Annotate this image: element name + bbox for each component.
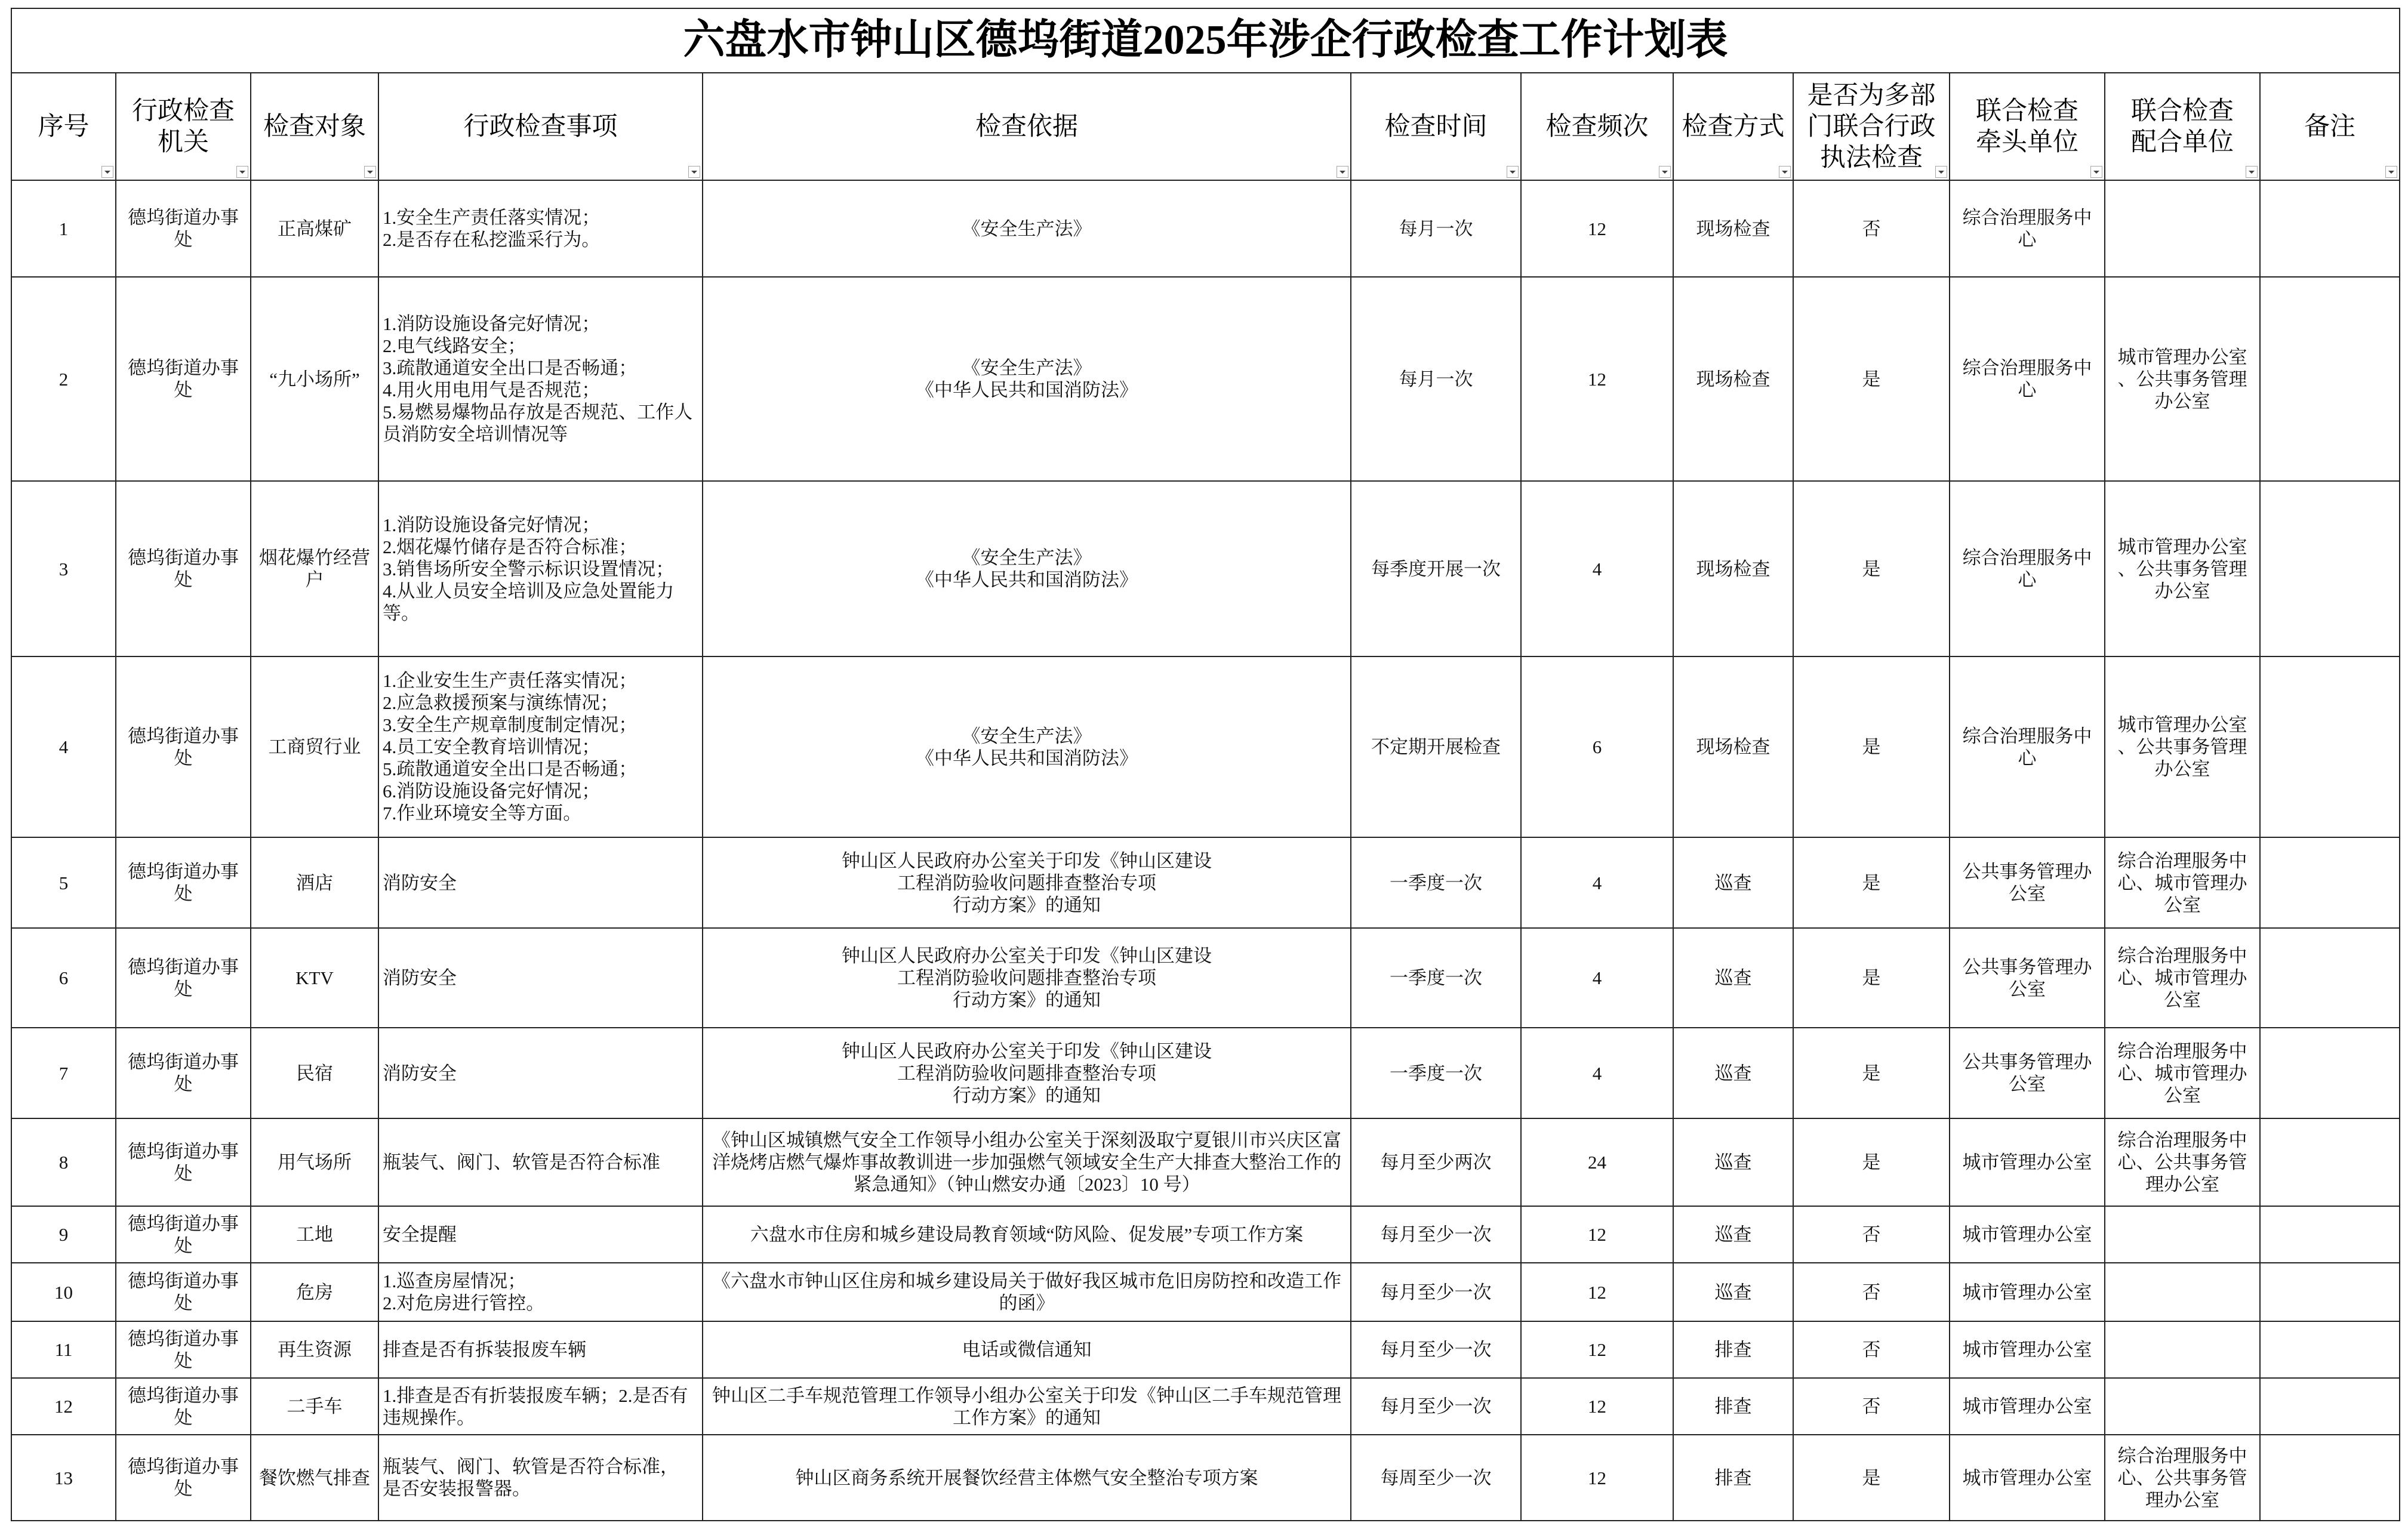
cell-method: 巡查 bbox=[1673, 1028, 1793, 1118]
cell-method: 巡查 bbox=[1673, 928, 1793, 1028]
cell-items: 1.消防设施设备完好情况； 2.烟花爆竹储存是否符合标准； 3.销售场所安全警示标识设置情况； 4.从业人员安全培训及应急处置能力等。 bbox=[378, 481, 703, 656]
title-row bbox=[11, 8, 2400, 73]
cell-seq: 3 bbox=[11, 481, 116, 656]
cell-support bbox=[2105, 1206, 2260, 1263]
page-title: 六盘水市钟山区德坞街道2025年涉企行政检查工作计划表 bbox=[11, 8, 2400, 73]
header-lead-label: 联合检查牵头单位 bbox=[1975, 97, 2078, 156]
cell-joint: 否 bbox=[1793, 1206, 1950, 1263]
cell-method: 排查 bbox=[1673, 1435, 1793, 1521]
cell-basis: 钟山区人民政府办公室关于印发《钟山区建设 工程消防验收问题排查整治专项 行动方案》的通知 bbox=[703, 1028, 1351, 1118]
filter-dropdown-icon bbox=[1510, 171, 1516, 174]
table-row bbox=[11, 277, 2400, 481]
cell-target: 用气场所 bbox=[251, 1118, 378, 1206]
cell-lead: 综合治理服务中心 bbox=[1950, 656, 2105, 837]
filter-dropdown-button[interactable] bbox=[101, 166, 113, 178]
cell-time: 每月至少两次 bbox=[1351, 1118, 1521, 1206]
header-basis-label: 检查依据 bbox=[975, 112, 1078, 141]
cell-frequency: 12 bbox=[1521, 277, 1673, 481]
cell-method: 排查 bbox=[1673, 1378, 1793, 1435]
cell-frequency: 6 bbox=[1521, 656, 1673, 837]
cell-remarks bbox=[2260, 277, 2400, 481]
cell-items: 排查是否有拆装报废车辆 bbox=[378, 1321, 703, 1378]
cell-agency: 德坞街道办事处 bbox=[116, 656, 251, 837]
table-row bbox=[11, 1028, 2400, 1118]
header-row bbox=[11, 73, 2400, 180]
cell-seq: 11 bbox=[11, 1321, 116, 1378]
cell-basis: 《安全生产法》 《中华人民共和国消防法》 bbox=[703, 656, 1351, 837]
filter-dropdown-button[interactable] bbox=[2090, 166, 2102, 178]
cell-seq: 9 bbox=[11, 1206, 116, 1263]
cell-joint: 是 bbox=[1793, 928, 1950, 1028]
cell-basis: 钟山区人民政府办公室关于印发《钟山区建设 工程消防验收问题排查整治专项 行动方案》的通知 bbox=[703, 928, 1351, 1028]
header-seq bbox=[11, 73, 116, 180]
cell-items: 1.排查是否有折装报废车辆；2.是否有违规操作。 bbox=[378, 1378, 703, 1435]
cell-items: 瓶装气、阀门、软管是否符合标准，是否安装报警器。 bbox=[378, 1435, 703, 1521]
table-row bbox=[11, 837, 2400, 928]
filter-dropdown-icon bbox=[2093, 171, 2099, 174]
filter-dropdown-button[interactable] bbox=[2385, 166, 2397, 178]
filter-dropdown-button[interactable] bbox=[364, 166, 376, 178]
cell-time: 一季度一次 bbox=[1351, 837, 1521, 928]
filter-dropdown-button[interactable] bbox=[1337, 166, 1348, 178]
filter-dropdown-icon bbox=[1340, 171, 1345, 174]
cell-target: 餐饮燃气排查 bbox=[251, 1435, 378, 1521]
cell-support: 城市管理办公室、公共事务管理办公室 bbox=[2105, 656, 2260, 837]
cell-method: 巡查 bbox=[1673, 1206, 1793, 1263]
filter-dropdown-icon bbox=[239, 171, 245, 174]
cell-agency: 德坞街道办事处 bbox=[116, 1118, 251, 1206]
cell-remarks bbox=[2260, 837, 2400, 928]
cell-method: 现场检查 bbox=[1673, 656, 1793, 837]
cell-agency: 德坞街道办事处 bbox=[116, 1378, 251, 1435]
cell-support: 综合治理服务中心、城市管理办公室 bbox=[2105, 837, 2260, 928]
cell-support: 综合治理服务中心、公共事务管理办公室 bbox=[2105, 1435, 2260, 1521]
cell-agency: 德坞街道办事处 bbox=[116, 837, 251, 928]
cell-items: 消防安全 bbox=[378, 1028, 703, 1118]
cell-remarks bbox=[2260, 928, 2400, 1028]
filter-dropdown-icon bbox=[691, 171, 697, 174]
cell-time: 每季度开展一次 bbox=[1351, 481, 1521, 656]
cell-agency: 德坞街道办事处 bbox=[116, 1263, 251, 1321]
cell-method: 排查 bbox=[1673, 1321, 1793, 1378]
cell-frequency: 24 bbox=[1521, 1118, 1673, 1206]
table-row bbox=[11, 656, 2400, 837]
header-basis bbox=[703, 73, 1351, 180]
cell-basis: 六盘水市住房和城乡建设局教育领域“防风险、促发展”专项工作方案 bbox=[703, 1206, 1351, 1263]
cell-lead: 公共事务管理办公室 bbox=[1950, 837, 2105, 928]
cell-basis: 电话或微信通知 bbox=[703, 1321, 1351, 1378]
cell-support: 综合治理服务中心、公共事务管理办公室 bbox=[2105, 1118, 2260, 1206]
cell-time: 每月一次 bbox=[1351, 277, 1521, 481]
cell-basis: 《安全生产法》 《中华人民共和国消防法》 bbox=[703, 277, 1351, 481]
cell-frequency: 12 bbox=[1521, 1206, 1673, 1263]
cell-items: 安全提醒 bbox=[378, 1206, 703, 1263]
cell-basis: 《钟山区城镇燃气安全工作领导小组办公室关于深刻汲取宁夏银川市兴庆区富洋烧烤店燃气爆炸事故教训进一步加强燃气领域安全生产大排查大整治工作的紧急通知》（钟山燃安办通〔2023〕10 号） bbox=[703, 1118, 1351, 1206]
cell-target: 烟花爆竹经营户 bbox=[251, 481, 378, 656]
cell-target: 工商贸行业 bbox=[251, 656, 378, 837]
cell-agency: 德坞街道办事处 bbox=[116, 180, 251, 277]
cell-target: KTV bbox=[251, 928, 378, 1028]
cell-joint: 是 bbox=[1793, 1028, 1950, 1118]
cell-target: 正高煤矿 bbox=[251, 180, 378, 277]
header-remarks-label: 备注 bbox=[2304, 112, 2355, 141]
cell-agency: 德坞街道办事处 bbox=[116, 928, 251, 1028]
cell-lead: 城市管理办公室 bbox=[1950, 1263, 2105, 1321]
cell-seq: 12 bbox=[11, 1378, 116, 1435]
inspection-plan-table bbox=[11, 8, 2400, 1521]
table-row bbox=[11, 1435, 2400, 1521]
cell-target: 酒店 bbox=[251, 837, 378, 928]
cell-support: 综合治理服务中心、城市管理办公室 bbox=[2105, 928, 2260, 1028]
header-target bbox=[251, 73, 378, 180]
cell-remarks bbox=[2260, 1028, 2400, 1118]
header-method bbox=[1673, 73, 1793, 180]
cell-seq: 8 bbox=[11, 1118, 116, 1206]
cell-joint: 否 bbox=[1793, 180, 1950, 277]
cell-basis: 《安全生产法》 bbox=[703, 180, 1351, 277]
filter-dropdown-button[interactable] bbox=[688, 166, 700, 178]
cell-time: 不定期开展检查 bbox=[1351, 656, 1521, 837]
cell-lead: 综合治理服务中心 bbox=[1950, 180, 2105, 277]
cell-target: “九小场所” bbox=[251, 277, 378, 481]
cell-items: 1.安全生产责任落实情况； 2.是否存在私挖滥采行为。 bbox=[378, 180, 703, 277]
cell-seq: 5 bbox=[11, 837, 116, 928]
cell-method: 现场检查 bbox=[1673, 481, 1793, 656]
cell-method: 现场检查 bbox=[1673, 180, 1793, 277]
cell-time: 一季度一次 bbox=[1351, 928, 1521, 1028]
filter-dropdown-icon bbox=[367, 171, 373, 174]
cell-agency: 德坞街道办事处 bbox=[116, 1028, 251, 1118]
cell-method: 巡查 bbox=[1673, 837, 1793, 928]
cell-basis: 钟山区二手车规范管理工作领导小组办公室关于印发《钟山区二手车规范管理工作方案》的通知 bbox=[703, 1378, 1351, 1435]
header-method-label: 检查方式 bbox=[1682, 112, 1785, 141]
cell-remarks bbox=[2260, 1118, 2400, 1206]
cell-lead: 城市管理办公室 bbox=[1950, 1378, 2105, 1435]
table-row bbox=[11, 1321, 2400, 1378]
cell-frequency: 4 bbox=[1521, 481, 1673, 656]
cell-method: 巡查 bbox=[1673, 1118, 1793, 1206]
cell-items: 1.消防设施设备完好情况； 2.电气线路安全； 3.疏散通道安全出口是否畅通； 4.用火用电用气是否规范； 5.易燃易爆物品存放是否规范、工作人员消防安全培训情况等 bbox=[378, 277, 703, 481]
cell-lead: 综合治理服务中心 bbox=[1950, 277, 2105, 481]
cell-method: 现场检查 bbox=[1673, 277, 1793, 481]
cell-agency: 德坞街道办事处 bbox=[116, 1435, 251, 1521]
header-frequency bbox=[1521, 73, 1673, 180]
cell-seq: 7 bbox=[11, 1028, 116, 1118]
cell-basis: 钟山区商务系统开展餐饮经营主体燃气安全整治专项方案 bbox=[703, 1435, 1351, 1521]
cell-remarks bbox=[2260, 481, 2400, 656]
table-row bbox=[11, 481, 2400, 656]
filter-dropdown-icon bbox=[2388, 171, 2394, 174]
header-joint-label: 是否为多部门联合行政执法检查 bbox=[1807, 81, 1936, 172]
cell-joint: 是 bbox=[1793, 1118, 1950, 1206]
cell-target: 工地 bbox=[251, 1206, 378, 1263]
cell-frequency: 12 bbox=[1521, 1435, 1673, 1521]
header-remarks bbox=[2260, 73, 2400, 180]
cell-joint: 否 bbox=[1793, 1321, 1950, 1378]
cell-lead: 城市管理办公室 bbox=[1950, 1321, 2105, 1378]
cell-basis: 钟山区人民政府办公室关于印发《钟山区建设 工程消防验收问题排查整治专项 行动方案》的通知 bbox=[703, 837, 1351, 928]
header-support-label: 联合检查配合单位 bbox=[2130, 97, 2234, 156]
cell-frequency: 12 bbox=[1521, 1378, 1673, 1435]
cell-joint: 是 bbox=[1793, 837, 1950, 928]
cell-time: 每月至少一次 bbox=[1351, 1263, 1521, 1321]
table-body bbox=[11, 8, 2400, 1521]
cell-items: 消防安全 bbox=[378, 928, 703, 1028]
header-joint bbox=[1793, 73, 1950, 180]
cell-seq: 4 bbox=[11, 656, 116, 837]
cell-seq: 2 bbox=[11, 277, 116, 481]
header-items bbox=[378, 73, 703, 180]
cell-remarks bbox=[2260, 656, 2400, 837]
filter-dropdown-button[interactable] bbox=[1935, 166, 1947, 178]
table-row bbox=[11, 1263, 2400, 1321]
cell-agency: 德坞街道办事处 bbox=[116, 277, 251, 481]
cell-frequency: 12 bbox=[1521, 1263, 1673, 1321]
cell-agency: 德坞街道办事处 bbox=[116, 481, 251, 656]
cell-time: 一季度一次 bbox=[1351, 1028, 1521, 1118]
cell-frequency: 4 bbox=[1521, 837, 1673, 928]
cell-seq: 6 bbox=[11, 928, 116, 1028]
cell-seq: 10 bbox=[11, 1263, 116, 1321]
cell-remarks bbox=[2260, 1263, 2400, 1321]
cell-lead: 城市管理办公室 bbox=[1950, 1435, 2105, 1521]
filter-dropdown-button[interactable] bbox=[2246, 166, 2258, 178]
cell-seq: 13 bbox=[11, 1435, 116, 1521]
cell-support bbox=[2105, 180, 2260, 277]
cell-items: 1.巡查房屋情况； 2.对危房进行管控。 bbox=[378, 1263, 703, 1321]
header-agency-label: 行政检查机关 bbox=[131, 97, 235, 156]
cell-support: 城市管理办公室、公共事务管理办公室 bbox=[2105, 481, 2260, 656]
header-time-label: 检查时间 bbox=[1384, 112, 1488, 141]
cell-joint: 是 bbox=[1793, 656, 1950, 837]
cell-target: 二手车 bbox=[251, 1378, 378, 1435]
filter-dropdown-icon bbox=[104, 171, 110, 174]
cell-frequency: 12 bbox=[1521, 1321, 1673, 1378]
cell-joint: 是 bbox=[1793, 277, 1950, 481]
cell-frequency: 12 bbox=[1521, 180, 1673, 277]
cell-items: 1.企业安生生产责任落实情况； 2.应急救援预案与演练情况； 3.安全生产规章制度制定情况； 4.员工安全教育培训情况； 5.疏散通道安全出口是否畅通； 6.消防设施设备完好情况； 7.作业环境安全等方面。 bbox=[378, 656, 703, 837]
cell-target: 民宿 bbox=[251, 1028, 378, 1118]
cell-items: 瓶装气、阀门、软管是否符合标准 bbox=[378, 1118, 703, 1206]
cell-lead: 综合治理服务中心 bbox=[1950, 481, 2105, 656]
cell-lead: 城市管理办公室 bbox=[1950, 1206, 2105, 1263]
cell-remarks bbox=[2260, 1378, 2400, 1435]
cell-joint: 是 bbox=[1793, 481, 1950, 656]
cell-support: 城市管理办公室、公共事务管理办公室 bbox=[2105, 277, 2260, 481]
cell-joint: 否 bbox=[1793, 1263, 1950, 1321]
header-agency bbox=[116, 73, 251, 180]
cell-remarks bbox=[2260, 180, 2400, 277]
cell-time: 每月至少一次 bbox=[1351, 1378, 1521, 1435]
filter-dropdown-icon bbox=[1782, 171, 1788, 174]
cell-basis: 《六盘水市钟山区住房和城乡建设局关于做好我区城市危旧房防控和改造工作的函》 bbox=[703, 1263, 1351, 1321]
filter-dropdown-icon bbox=[1938, 171, 1944, 174]
cell-support bbox=[2105, 1263, 2260, 1321]
cell-method: 巡查 bbox=[1673, 1263, 1793, 1321]
cell-target: 再生资源 bbox=[251, 1321, 378, 1378]
header-support bbox=[2105, 73, 2260, 180]
header-frequency-label: 检查频次 bbox=[1545, 112, 1649, 141]
cell-target: 危房 bbox=[251, 1263, 378, 1321]
cell-lead: 公共事务管理办公室 bbox=[1950, 1028, 2105, 1118]
cell-time: 每月至少一次 bbox=[1351, 1321, 1521, 1378]
cell-support: 综合治理服务中心、城市管理办公室 bbox=[2105, 1028, 2260, 1118]
cell-joint: 否 bbox=[1793, 1378, 1950, 1435]
header-items-label: 行政检查事项 bbox=[463, 112, 618, 141]
table-row bbox=[11, 1378, 2400, 1435]
filter-dropdown-button[interactable] bbox=[1507, 166, 1519, 178]
header-lead bbox=[1950, 73, 2105, 180]
cell-agency: 德坞街道办事处 bbox=[116, 1206, 251, 1263]
cell-lead: 公共事务管理办公室 bbox=[1950, 928, 2105, 1028]
cell-frequency: 4 bbox=[1521, 928, 1673, 1028]
cell-support bbox=[2105, 1321, 2260, 1378]
cell-support bbox=[2105, 1378, 2260, 1435]
table-row bbox=[11, 1118, 2400, 1206]
cell-remarks bbox=[2260, 1206, 2400, 1263]
cell-lead: 城市管理办公室 bbox=[1950, 1118, 2105, 1206]
filter-dropdown-button[interactable] bbox=[1779, 166, 1791, 178]
header-seq-label: 序号 bbox=[38, 112, 90, 141]
header-time bbox=[1351, 73, 1521, 180]
header-target-label: 检查对象 bbox=[263, 112, 366, 141]
filter-dropdown-button[interactable] bbox=[236, 166, 248, 178]
cell-time: 每月一次 bbox=[1351, 180, 1521, 277]
cell-basis: 《安全生产法》 《中华人民共和国消防法》 bbox=[703, 481, 1351, 656]
cell-remarks bbox=[2260, 1435, 2400, 1521]
table-row bbox=[11, 180, 2400, 277]
table-row bbox=[11, 1206, 2400, 1263]
cell-remarks bbox=[2260, 1321, 2400, 1378]
cell-frequency: 4 bbox=[1521, 1028, 1673, 1118]
cell-joint: 是 bbox=[1793, 1435, 1950, 1521]
cell-time: 每周至少一次 bbox=[1351, 1435, 1521, 1521]
filter-dropdown-icon bbox=[2249, 171, 2255, 174]
cell-items: 消防安全 bbox=[378, 837, 703, 928]
cell-time: 每月至少一次 bbox=[1351, 1206, 1521, 1263]
table-row bbox=[11, 928, 2400, 1028]
filter-dropdown-icon bbox=[1662, 171, 1668, 174]
cell-agency: 德坞街道办事处 bbox=[116, 1321, 251, 1378]
filter-dropdown-button[interactable] bbox=[1659, 166, 1671, 178]
cell-seq: 1 bbox=[11, 180, 116, 277]
